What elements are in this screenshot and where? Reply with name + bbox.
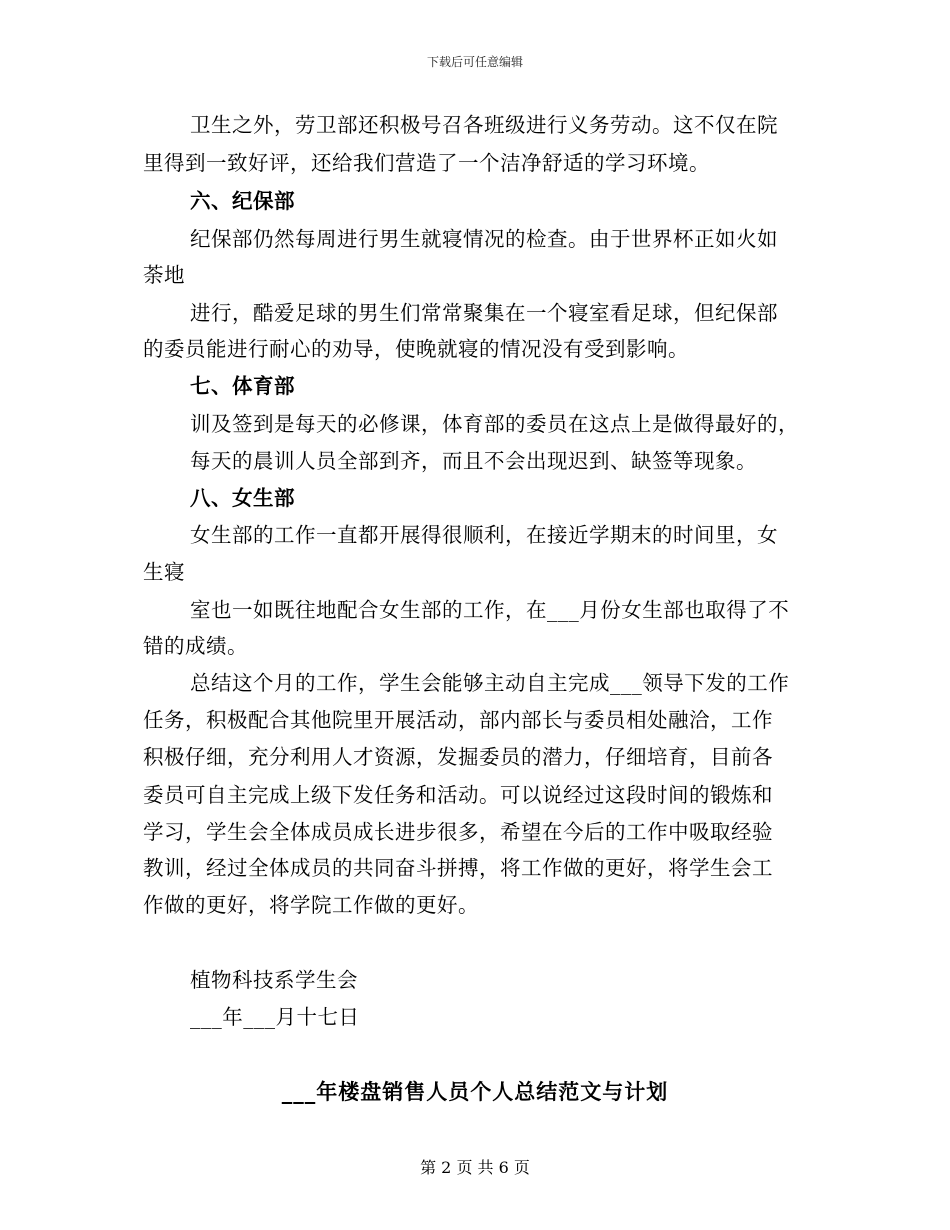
signature-org: 植物科技系学生会 [190,968,358,992]
body-line: 的委员能进行耐心的劝导，使晚就寝的情况没有受到影响。 [143,337,689,361]
body-line: 训及签到是每天的必修课，体育部的委员在这点上是做得最好的， [190,412,799,436]
body-line: 生寝 [143,560,185,584]
section-heading-discipline: 六、纪保部 [190,189,295,213]
body-line: 每天的晨训人员全部到齐，而且不会出现迟到、缺签等现象。 [190,449,757,473]
body-line: 进行，酷爱足球的男生们常常聚集在一个寝室看足球，但纪保部 [190,301,778,325]
next-document-title: ___年楼盘销售人员个人总结范文与计划 [281,1079,669,1104]
body-line: 纪保部仍然每周进行男生就寝情况的检查。由于世界杯正如火如 [190,227,778,251]
header-note: 下载后可任意编辑 [426,55,523,69]
body-line: 室也一如既往地配合女生部的工作，在___月份女生部也取得了不 [190,598,790,622]
body-line: 作做的更好，将学院工作做的更好。 [143,893,479,917]
section-heading-sports: 七、体育部 [190,374,295,398]
body-line: 教训，经过全体成员的共同奋斗拼搏，将工作做的更好，将学生会工 [143,856,773,880]
body-line: 卫生之外，劳卫部还积极号召各班级进行义务劳动。这不仅在院 [190,113,778,137]
page-number: 第 2 页 共 6 页 [420,1158,530,1177]
body-line: 学习，学生会全体成员成长进步很多，希望在今后的工作中吸取经验 [143,820,773,844]
body-line: 女生部的工作一直都开展得很顺利，在接近学期末的时间里，女 [190,523,778,547]
body-line: 错的成绩。 [143,634,248,658]
body-line: 任务，积极配合其他院里开展活动，部内部长与委员相处融洽，工作 [143,708,773,732]
body-line: 里得到一致好评，还给我们营造了一个洁净舒适的学习环境。 [143,151,710,175]
section-heading-female: 八、女生部 [190,486,295,510]
body-line: 积极仔细，充分利用人才资源，发掘委员的潜力，仔细培育，目前各 [143,745,773,769]
signature-date: ___年___月十七日 [190,1005,360,1029]
body-line: 委员可自主完成上级下发任务和活动。可以说经过这段时间的锻炼和 [143,783,773,807]
body-line: 荼地 [143,263,185,287]
body-line: 总结这个月的工作，学生会能够主动自主完成___领导下发的工作 [190,671,790,695]
